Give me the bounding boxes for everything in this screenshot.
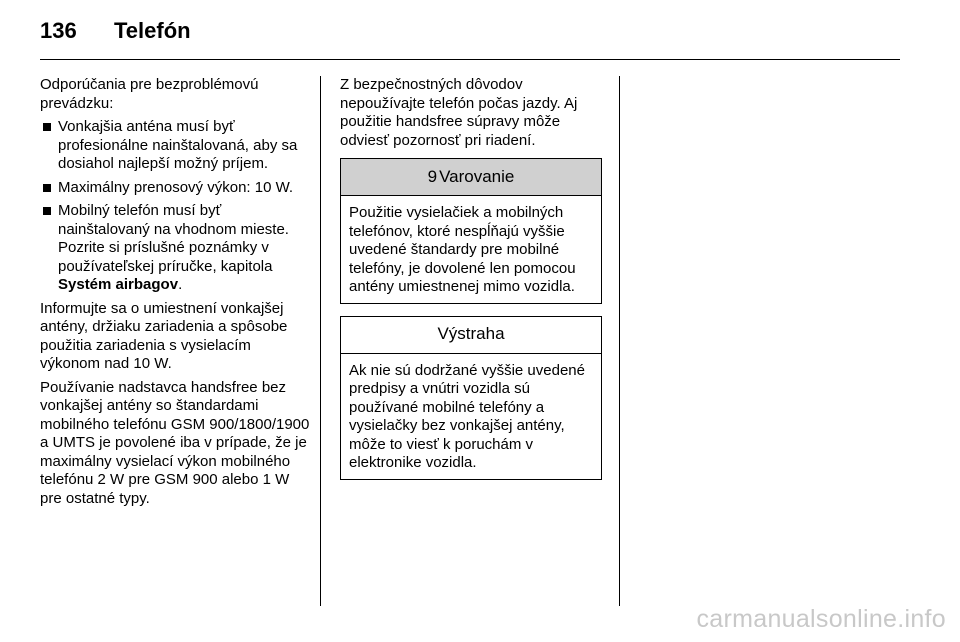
chapter-reference: Systém airbagov: [58, 276, 179, 293]
column-divider: [619, 76, 620, 606]
bullet-icon: [43, 207, 51, 215]
warning-header: [341, 159, 601, 196]
warning-icon: 9: [427, 166, 438, 186]
page-title: Telefón: [114, 18, 191, 43]
left-column: [40, 76, 312, 513]
page-header: [40, 18, 191, 44]
handsfree-info-paragraph: Používanie nadstavca handsfree bez vonkajšej antény so štandardami mobilného telefónu GSM 900/1800/1900 a UMTS je povolené iba v prípade, že je maximálny vysielací výkon mobilného telefónu 2 W pre GSM 900 alebo 1 W pre ostatné typy.: [40, 378, 310, 507]
safety-paragraph: Z bezpečnostných dôvodov nepoužívajte telefón počas jazdy. Aj použitie handsfree súpravy môže odviesť pozornosť pri riadení.: [340, 76, 578, 149]
list-item: Maximálny prenosový výkon: 10 W.: [40, 179, 312, 198]
bullet-icon: [43, 123, 51, 131]
bullet-icon: [43, 184, 51, 192]
column-divider: [320, 76, 321, 606]
antenna-info-paragraph: Informujte sa o umiestnení vonkajšej antény, držiaku zariadenia a spôsobe použitia zariadenia s vysielacím výkonom nad 10 W.: [40, 299, 288, 372]
warning-box: [340, 158, 602, 304]
caution-text: Ak nie sú dodržané vyššie uvedené predpisy a vnútri vozidla sú používané mobilné telefóny a vysielačky bez vonkajšej antény, môže to viesť k poruchám v elektronike vozidla.: [349, 361, 585, 471]
intro-text: Odporúčania pre bezproblémovú prevádzku:: [40, 76, 259, 112]
middle-column: [340, 76, 602, 480]
header-rule: [40, 59, 900, 60]
caution-box: [340, 316, 602, 480]
caution-title: Výstraha: [437, 324, 505, 344]
list-item: Mobilný telefón musí byť nainštalovaný na vhodnom mieste. Pozrite si príslušné poznámky v používateľskej príručke, kapitola Systém airbagov.: [40, 202, 312, 295]
warning-text: Použitie vysielačiek a mobilných telefónov, ktoré nespĺňajú vyššie uvedené štandardy pre mobilné telefóny, je dovolené len pomocou antény umiestnenej mimo vozidla.: [349, 204, 576, 295]
recommendation-list: [40, 118, 312, 295]
list-item: Vonkajšia anténa musí byť profesionálne nainštalovaná, aby sa dosiahol najlepší možný príjem.: [40, 118, 312, 174]
page-number: 136: [40, 18, 77, 43]
caution-header: [341, 317, 601, 354]
warning-title: Varovanie: [439, 166, 515, 186]
watermark: carmanualsonline.info: [696, 605, 946, 633]
